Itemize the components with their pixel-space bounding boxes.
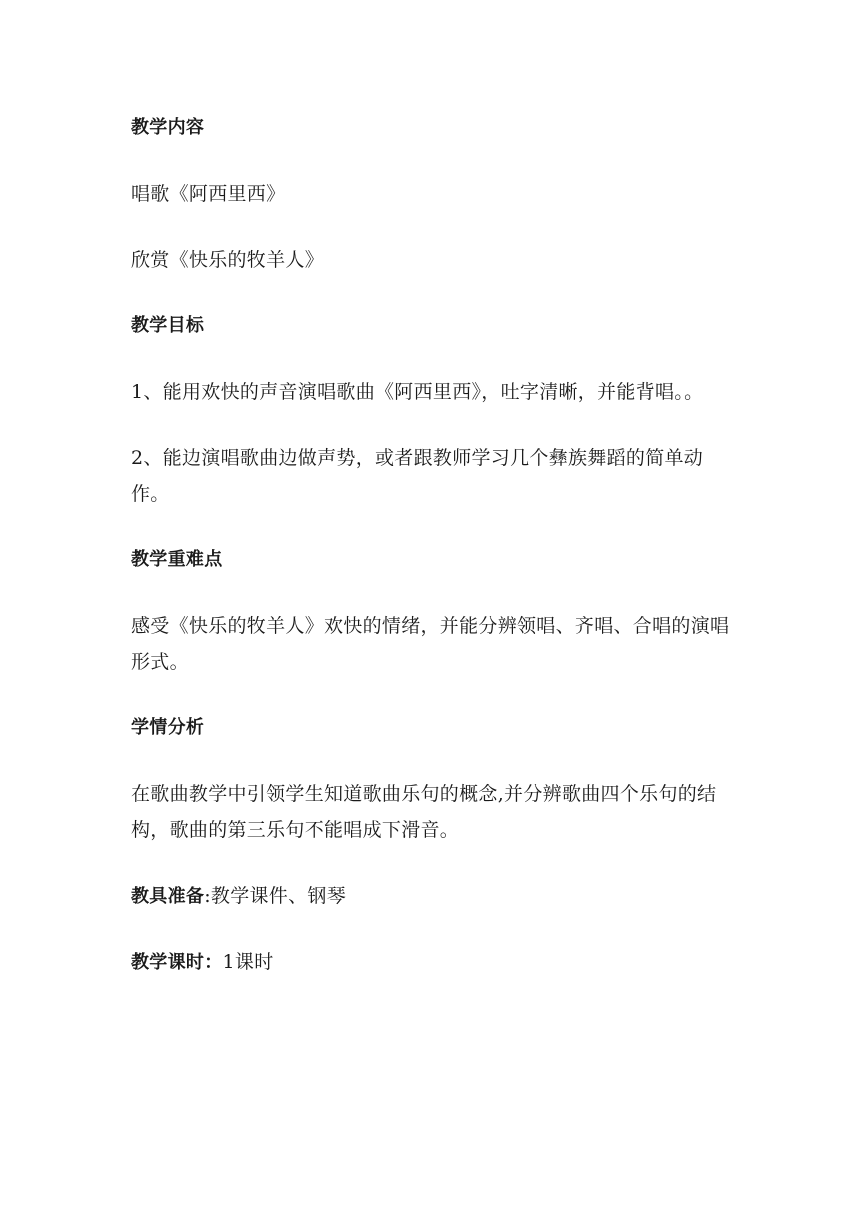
section-heading-analysis: 学情分析: [131, 717, 205, 738]
key-points-text: 感受《快乐的牧羊人》欢快的情绪，并能分辨领唱、齐唱、合唱的演唱形式。: [131, 615, 730, 673]
section-heading-key-points: 教学重难点: [131, 549, 223, 570]
content-item-song: 唱歌《阿西里西》: [131, 183, 286, 205]
hours-line: [131, 944, 741, 980]
materials-label: 教具准备: [131, 886, 205, 907]
section-heading-content: 教学内容: [131, 117, 205, 138]
analysis-text: 在歌曲教学中引领学生知道歌曲乐句的概念,并分辨歌曲四个乐句的结构，歌曲的第三乐句不能唱成下滑音。: [131, 783, 717, 841]
hours-value: 1课时: [222, 951, 274, 973]
materials-value: :教学课件、钢琴: [204, 885, 347, 907]
materials-line: [131, 878, 741, 914]
goal-item-1: 1、能用欢快的声音演唱歌曲《阿西里西》，吐字清晰，并能背唱。。: [131, 381, 704, 403]
hours-label: 教学课时：: [131, 952, 223, 973]
document-content: [131, 110, 741, 1010]
section-heading-goals: 教学目标: [131, 315, 205, 336]
goal-item-2: 2、能边演唱歌曲边做声势，或者跟教师学习几个彝族舞蹈的简单动作。: [131, 447, 704, 505]
content-item-appreciation: 欣赏《快乐的牧羊人》: [131, 249, 325, 271]
